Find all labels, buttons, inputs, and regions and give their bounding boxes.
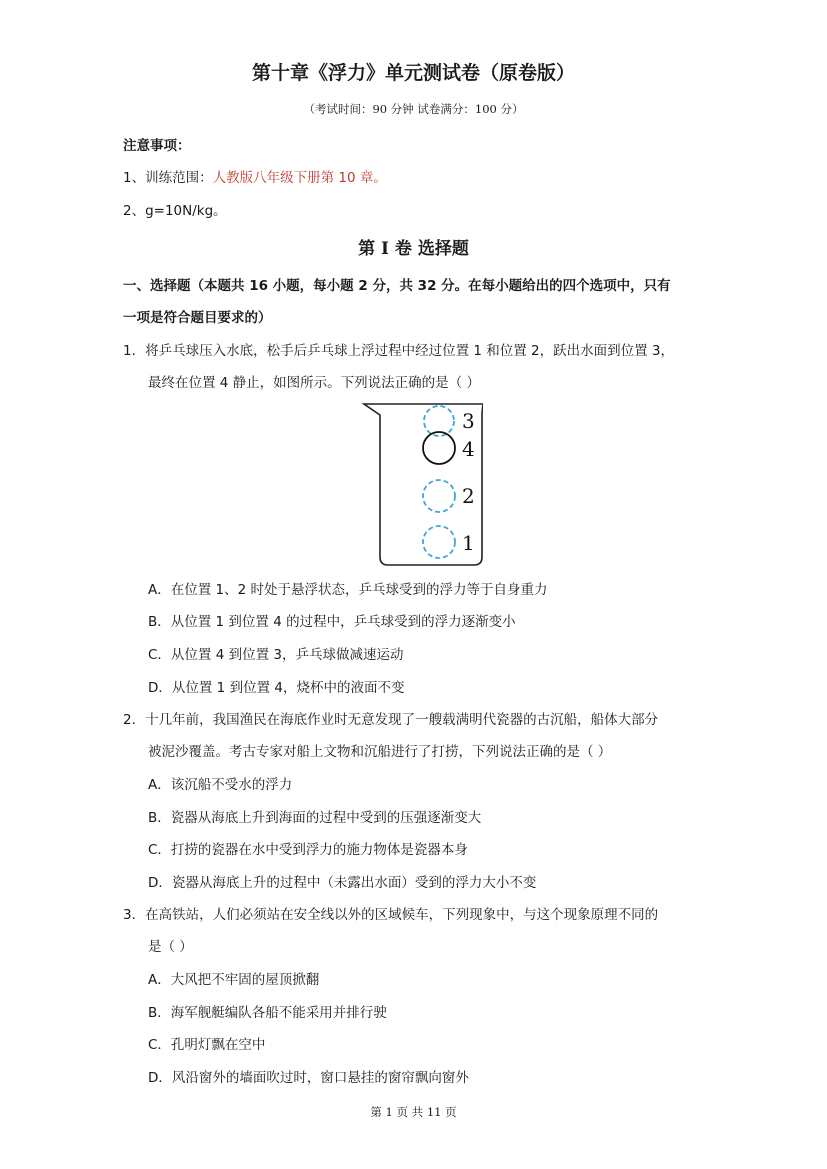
- part-heading-line2: 一项是符合题目要求的）: [123, 310, 272, 326]
- figure-label-1: 1: [462, 531, 475, 555]
- question-1-option-b: B．从位置 1 到位置 4 的过程中，乒乓球受到的浮力逐渐变小: [148, 614, 516, 630]
- question-1-stem-line1: 1．将乒乓球压入水底，松手后乒乓球上浮过程中经过位置 1 和位置 2，跃出水面到位置 3，: [123, 343, 675, 359]
- question-2-option-d: D．瓷器从海底上升的过程中（未露出水面）受到的浮力大小不变: [148, 875, 537, 891]
- ball-position-1: [423, 526, 455, 558]
- question-2-stem-line2: 被泥沙覆盖。考古专家对船上文物和沉船进行了打捞，下列说法正确的是（ ）: [148, 744, 612, 760]
- ball-position-2: [423, 480, 455, 512]
- ball-position-4: [423, 432, 455, 464]
- notes-heading: 注意事项：: [123, 138, 191, 154]
- exam-info: （考试时间：90 分钟 试卷满分：100 分）: [303, 102, 524, 116]
- question-1-stem-line2: 最终在位置 4 静止，如图所示。下列说法正确的是（ ）: [148, 375, 480, 391]
- note-item-1-prefix: 1、训练范围：: [123, 170, 213, 186]
- figure-label-2: 2: [462, 484, 475, 508]
- question-2-option-b: B．瓷器从海底上升到海面的过程中受到的压强逐渐变大: [148, 810, 482, 826]
- note-item-2: 2、g=10N/kg。: [123, 203, 227, 219]
- question-3-option-b: B．海军舰艇编队各船不能采用并排行驶: [148, 1005, 387, 1021]
- question-3-option-a: A．大风把不牢固的屋顶掀翻: [148, 972, 320, 988]
- question-3-option-d: D．风沿窗外的墙面吹过时，窗口悬挂的窗帘飘向窗外: [148, 1070, 469, 1086]
- question-1-option-c: C．从位置 4 到位置 3，乒乓球做减速运动: [148, 647, 404, 663]
- part-heading-line1: 一、选择题（本题共 16 小题，每小题 2 分，共 32 分。在每小题给出的四个选项中，只有: [123, 278, 671, 294]
- page-title: 第十章《浮力》单元测试卷（原卷版）: [251, 62, 575, 84]
- question-3-stem-line1: 3．在高铁站，人们必须站在安全线以外的区域候车，下列现象中，与这个现象原理不同的: [123, 907, 659, 923]
- section-title: 第 I 卷 选择题: [358, 239, 469, 259]
- question-3-stem-line2: 是（ ）: [148, 939, 193, 955]
- question-1-option-d: D．从位置 1 到位置 4，烧杯中的液面不变: [148, 680, 405, 696]
- question-2-option-c: C．打捞的瓷器在水中受到浮力的施力物体是瓷器本身: [148, 842, 468, 858]
- note-item-1-value: 人教版八年级下册第 10 章。: [212, 170, 387, 186]
- page-footer: 第 1 页 共 11 页: [370, 1105, 457, 1119]
- figure-label-4: 4: [462, 437, 475, 461]
- note-item-1: [123, 166, 387, 186]
- question-3-option-c: C．孔明灯飘在空中: [148, 1037, 266, 1053]
- question-2-stem-line1: 2．十几年前，我国渔民在海底作业时无意发现了一艘载满明代瓷器的古沉船，船体大部分: [123, 712, 659, 728]
- figure-label-3: 3: [462, 409, 475, 433]
- beaker-figure: [358, 399, 483, 569]
- question-2-option-a: A．该沉船不受水的浮力: [148, 777, 293, 793]
- question-1-option-a: A．在位置 1、2 时处于悬浮状态，乒乓球受到的浮力等于自身重力: [148, 582, 548, 598]
